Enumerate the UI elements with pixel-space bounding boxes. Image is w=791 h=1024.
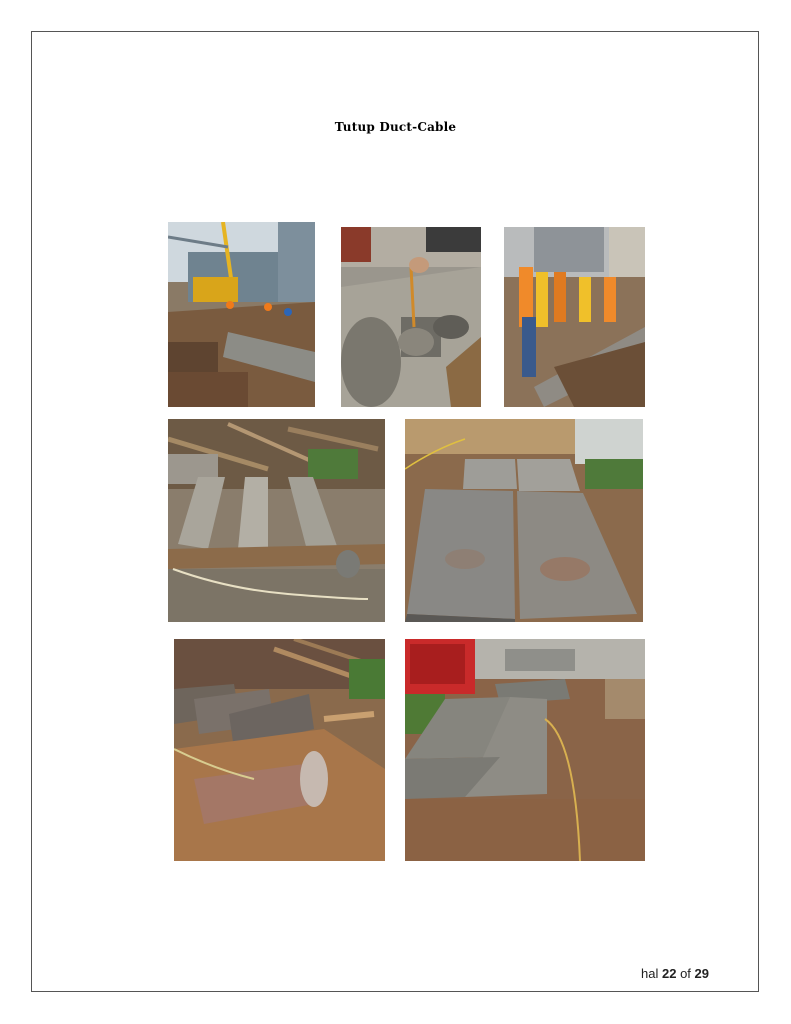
photo-slabs-in-formwork [168,419,385,622]
total-pages: 29 [694,966,709,981]
photo-pouring-concrete [341,227,481,407]
current-page: 22 [661,966,677,981]
photo-casting-with-crane [168,222,315,407]
page-of-label: of [680,966,691,981]
page-number-footer [641,966,709,981]
photo-slabs-near-red-machine [405,639,645,861]
photo-workers-at-formwork [504,227,645,407]
page-prefix: hal [640,966,659,981]
photo-finished-slabs-on-site [405,419,643,622]
page-border [31,31,759,992]
photo-slabs-among-lumber [174,639,385,861]
page-title: Tutup Duct-Cable [334,120,457,134]
